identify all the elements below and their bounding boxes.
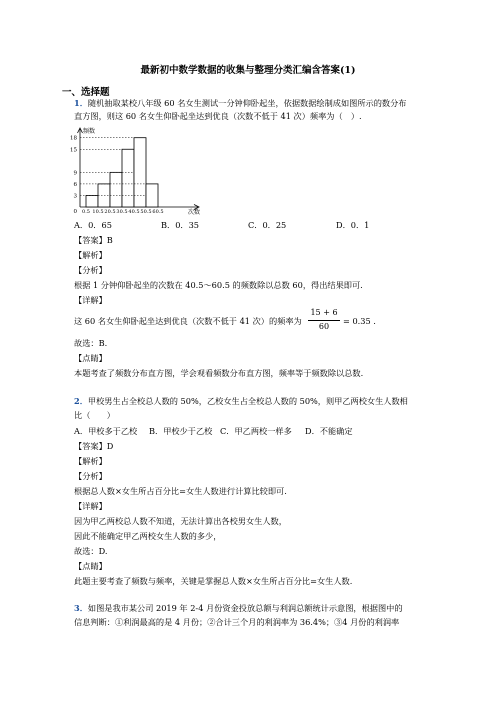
- x-tick-label: 30.5: [116, 209, 128, 215]
- q2-comment-label: 【点睛】: [74, 561, 107, 571]
- q1-fenxi-label: 【分析】: [74, 265, 107, 275]
- y-tick-label: 18: [70, 135, 77, 142]
- q3-number: 3．: [74, 603, 88, 613]
- histogram-bar: [146, 184, 158, 207]
- q1-jiexi-label: 【解析】: [74, 250, 107, 260]
- origin-label: 0: [73, 209, 77, 215]
- x-tick-label: 40.5: [128, 209, 140, 215]
- q2-text-1: 甲校男生占全校总人数的 50%，乙校女生占全校总人数的 50%，则甲乙两校女生人数相: [87, 396, 408, 406]
- q1-stem-line2: 直方图，则这 60 名女生仰卧起坐达到优良（次数不低于 41 次）频率为（ ）.: [74, 111, 362, 121]
- x-tick-label: 10.5: [92, 209, 104, 215]
- q1-text-1: 随机抽取某校八年级 60 名女生测试一分钟仰卧起坐，依据数据绘制成如图所示的数分布: [87, 98, 407, 108]
- q1-answer: 【答案】B: [74, 235, 113, 245]
- q1-choose: 故选：B.: [74, 338, 108, 348]
- q1-fraction-bar: [308, 320, 340, 321]
- q2-choose: 故选：D.: [74, 546, 108, 556]
- q1-number: 1．: [74, 98, 88, 108]
- x-tick-label: 50.5: [140, 209, 152, 215]
- q2-answer: 【答案】D: [74, 441, 114, 451]
- q2-comment-text: 此题主要考查了频数与频率，关键是掌握总人数×女生所占百分比=女生人数.: [74, 576, 353, 586]
- q1-fraction-result: = 0.35 .: [343, 316, 376, 326]
- q2-fenxi-text: 根据总人数×女生所占百分比=女生人数进行计算比较即可.: [74, 486, 287, 496]
- q2-option-c: C．甲乙两校一样多: [220, 426, 292, 436]
- q2-option-d: D．不能确定: [305, 426, 353, 436]
- histogram-bar: [122, 149, 134, 207]
- q1-comment-label: 【点睛】: [74, 353, 107, 363]
- x-tick-label: 0.5: [82, 209, 90, 215]
- q1-detail-label: 【详解】: [74, 295, 107, 305]
- y-tick-label: 6: [73, 181, 77, 188]
- q1-fenxi-text: 根据 1 分钟仰卧起坐的次数在 40.5～60.5 的频数除以总数 60，得出结果即可.: [74, 280, 363, 290]
- x-tick-label: 60.5: [152, 209, 164, 215]
- q2-jiexi-label: 【解析】: [74, 456, 107, 466]
- y-axis-label: 频数: [83, 128, 96, 135]
- q3-stem-line2: 信息判断：①利润最高的是 4 月份；②合计三个月的利润率为 36.4%；③4 月份的利润率: [74, 617, 400, 627]
- q3-text-1: 如图是我市某公司 2019 年 2-4 月份资金投放总额与利润总额统计示意图，根据图中的: [87, 603, 403, 613]
- document-title: 最新初中数学数据的收集与整理分类汇编含答案(1): [140, 65, 356, 76]
- q2-fenxi-label: 【分析】: [74, 471, 107, 481]
- q2-stem-line1: [74, 396, 408, 407]
- q1-detail-text: 这 60 名女生仰卧起坐达到优良（次数不低于 41 次）的频率为: [74, 316, 302, 326]
- q1-option-a: A．0．65: [74, 220, 112, 230]
- histogram-bar: [86, 195, 98, 207]
- q2-detail-text-2: 因此不能确定甲乙两校女生人数的多少，: [74, 531, 222, 541]
- q1-stem-line1: [74, 98, 406, 109]
- q3-stem-line1: [74, 603, 403, 614]
- x-tick-label: 20.5: [104, 209, 116, 215]
- q2-detail-label: 【详解】: [74, 501, 107, 511]
- q1-fraction-numerator: 15 + 6: [310, 308, 338, 317]
- q1-option-b: B．0．35: [161, 220, 200, 230]
- y-tick-label: 9: [73, 170, 77, 177]
- section-heading: 一、选择题: [62, 87, 110, 98]
- q1-comment-text: 本题考查了频数分布直方图，学会观看频数分布直方图，频率等于频数除以总数.: [74, 368, 364, 378]
- q2-number: 2．: [74, 396, 88, 406]
- q2-stem-line2: 比（ ）: [74, 410, 115, 420]
- q1-option-c: C．0．25: [248, 220, 287, 230]
- histogram-bar: [134, 138, 146, 207]
- q2-detail-text-1: 因为甲乙两校总人数不知道，无法计算出各校男女生人数，: [74, 516, 287, 526]
- q1-fraction-denominator: 60: [318, 322, 330, 331]
- q1-option-d: D．0．1: [336, 220, 370, 230]
- q2-option-a: A．甲校多于乙校: [74, 426, 138, 436]
- y-tick-label: 3: [73, 193, 77, 200]
- x-axis-label: 次数: [188, 209, 201, 216]
- histogram-bar: [110, 172, 122, 207]
- frequency-histogram: [60, 125, 210, 217]
- y-tick-label: 15: [70, 147, 77, 154]
- q2-option-b: B．甲校少于乙校: [149, 426, 213, 436]
